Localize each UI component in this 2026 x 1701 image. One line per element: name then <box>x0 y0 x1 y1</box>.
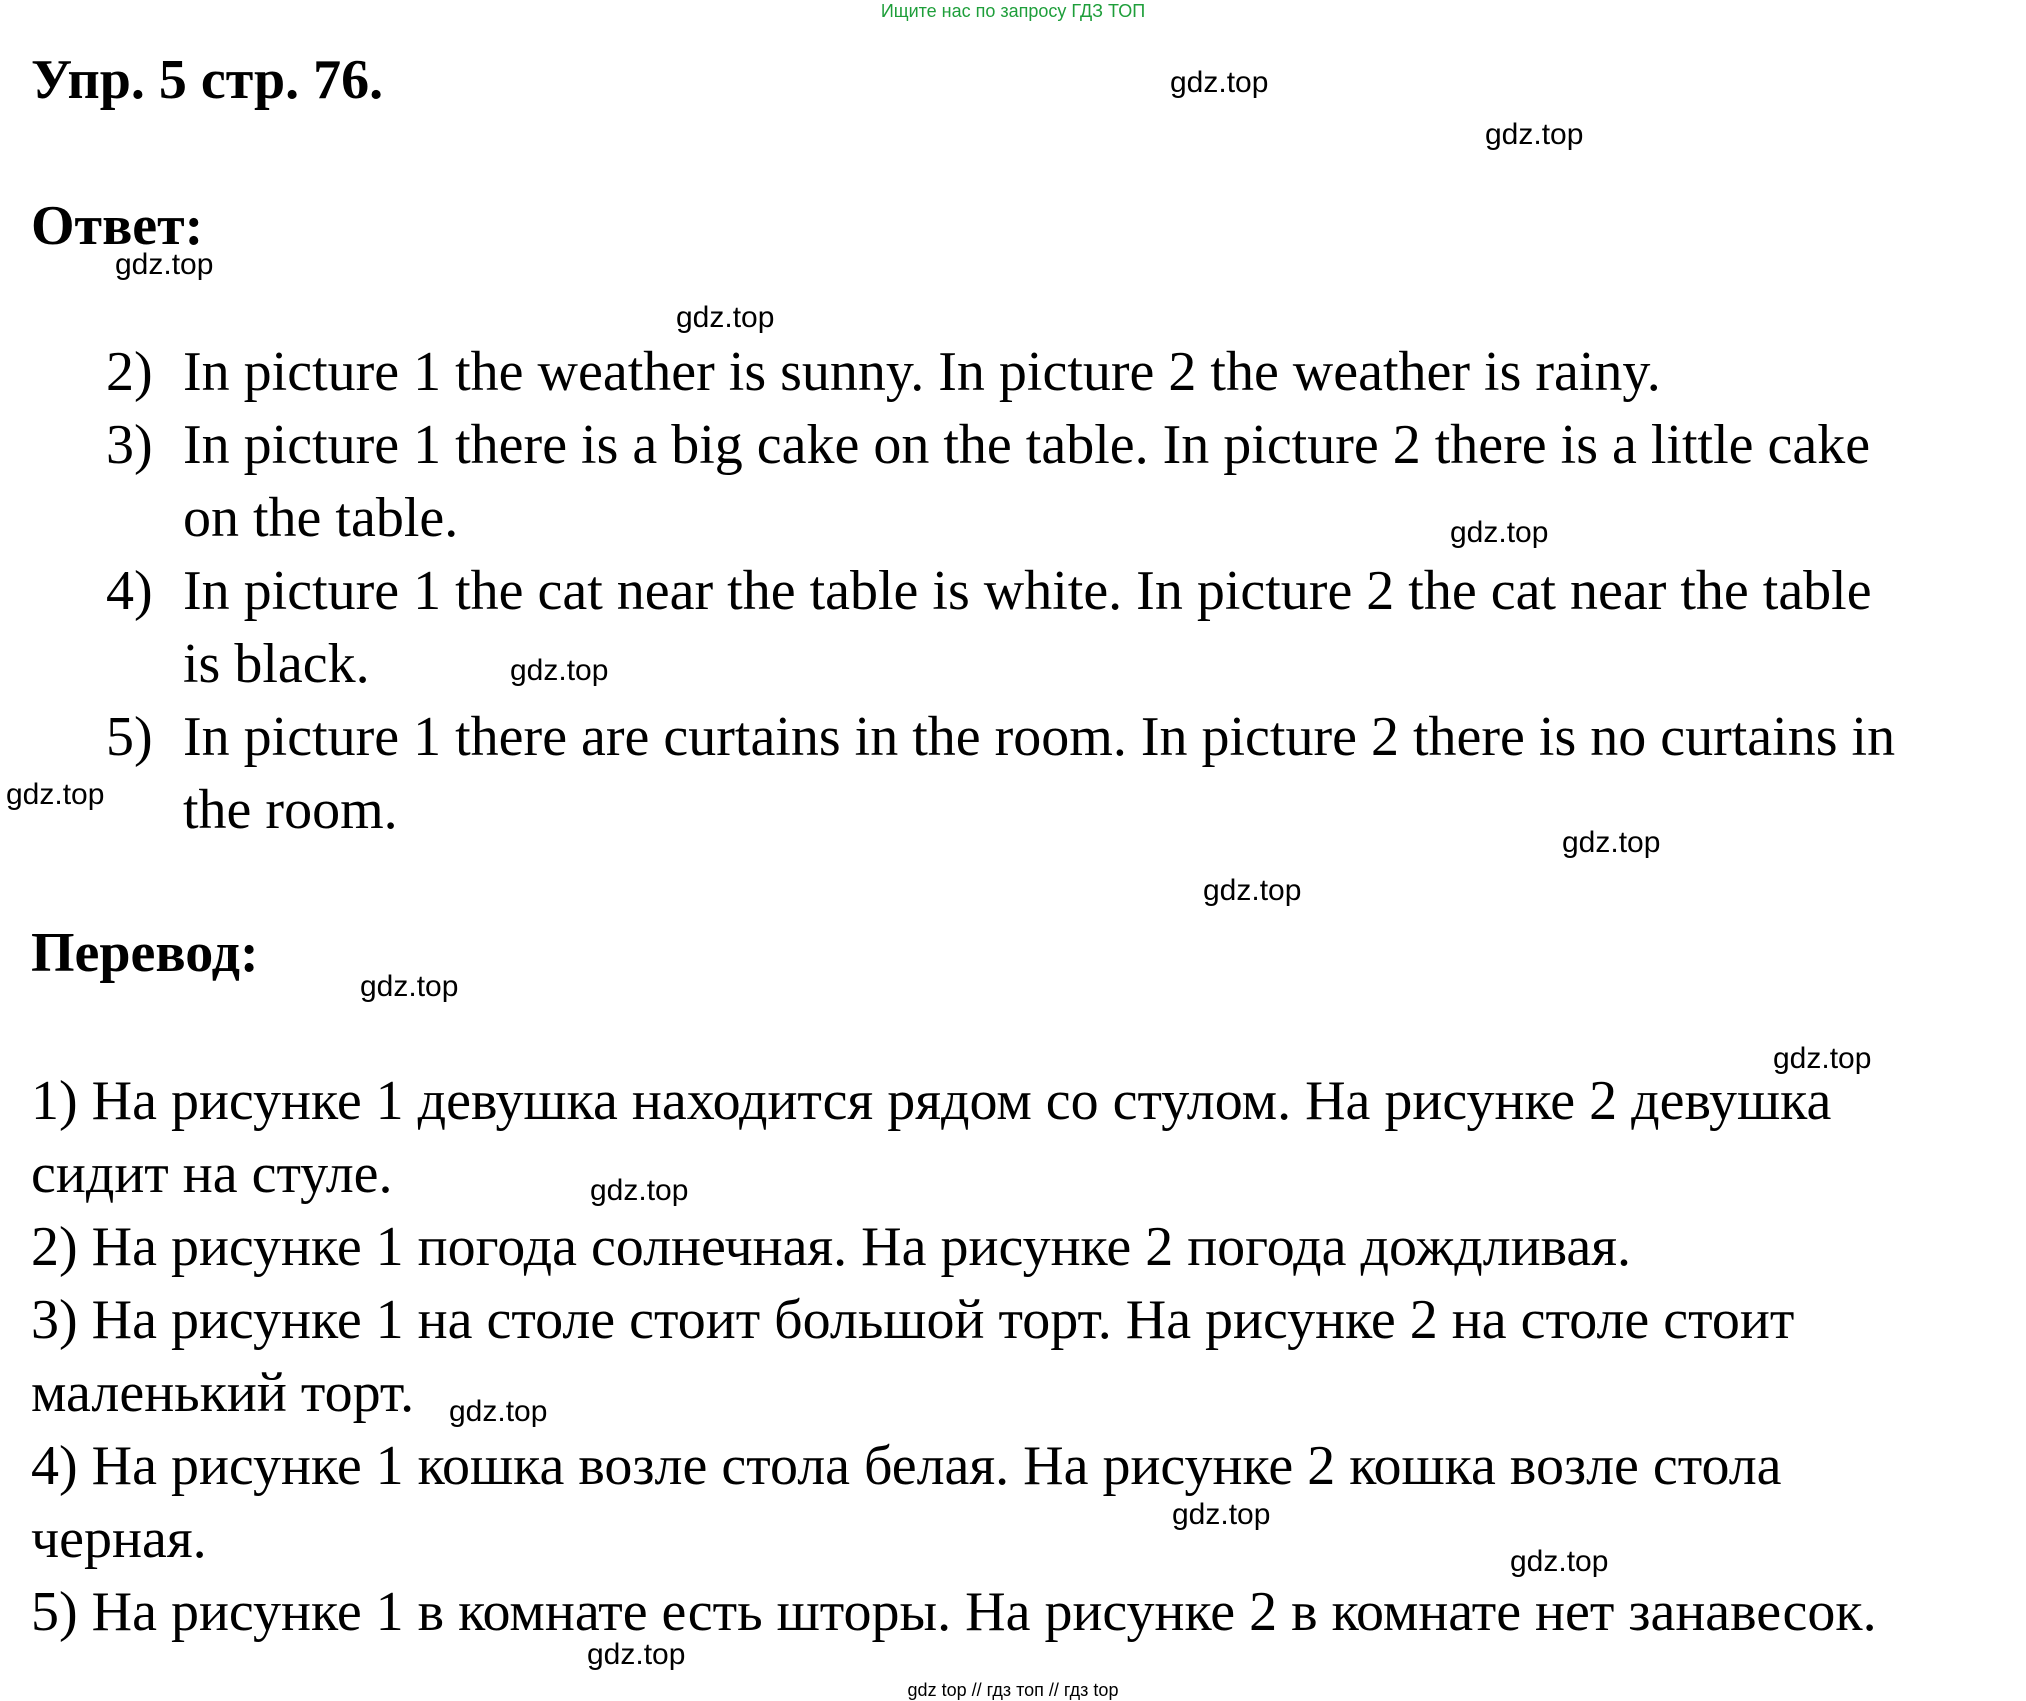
watermark: gdz.top <box>1203 874 1302 907</box>
watermark: gdz.top <box>1485 118 1584 151</box>
translation-line: 2) На рисунке 1 погода солнечная. На рисунке 2 погода дождливая. <box>31 1216 1631 1278</box>
watermark: gdz.top <box>1172 1498 1271 1531</box>
watermark: gdz.top <box>449 1395 548 1428</box>
translation-line: 5) На рисунке 1 в комнате есть шторы. На рисунке 2 в комнате нет занавесок. <box>31 1581 1877 1643</box>
translation-line: маленький торт. <box>31 1362 415 1424</box>
footer: gdz top // гдз топ // гдз top <box>907 1680 1119 1700</box>
answer-line: In picture 1 there are curtains in the room. In picture 2 there is no curtains in <box>183 706 1896 768</box>
top-banner: Ищите нас по запросу ГДЗ ТОП <box>880 1 1146 21</box>
watermark: gdz.top <box>1170 66 1269 99</box>
watermark: gdz.top <box>510 654 609 687</box>
answer-heading: Ответ: <box>31 195 204 257</box>
watermark: gdz.top <box>1773 1042 1872 1075</box>
answer-line: In picture 1 there is a big cake on the table. In picture 2 there is a little cake <box>183 414 1871 476</box>
exercise-title: Упр. 5 стр. 76. <box>31 49 384 111</box>
translation-line: 1) На рисунке 1 девушка находится рядом со стулом. На рисунке 2 девушка <box>31 1070 1832 1132</box>
translation-line: черная. <box>31 1508 207 1570</box>
watermark: gdz.top <box>1450 516 1549 549</box>
watermark: gdz.top <box>1510 1545 1609 1578</box>
watermark: gdz.top <box>360 970 459 1003</box>
watermark: gdz.top <box>590 1174 689 1207</box>
watermark: gdz.top <box>676 301 775 334</box>
answer-number: 2) <box>106 341 153 403</box>
answer-line: the room. <box>183 779 398 841</box>
answer-number: 4) <box>106 560 153 622</box>
translation-line: 3) На рисунке 1 на столе стоит большой торт. На рисунке 2 на столе стоит <box>31 1289 1795 1351</box>
answer-number: 5) <box>106 706 153 768</box>
watermark: gdz.top <box>6 778 105 811</box>
translation-line: сидит на стуле. <box>31 1143 393 1205</box>
answer-number: 3) <box>106 414 153 476</box>
translation-heading: Перевод: <box>31 922 259 984</box>
watermark: gdz.top <box>1562 826 1661 859</box>
watermark: gdz.top <box>587 1638 686 1671</box>
answer-line: In picture 1 the cat near the table is white. In picture 2 the cat near the table <box>183 560 1872 622</box>
watermark: gdz.top <box>115 248 214 281</box>
answer-line: is black. <box>183 633 370 695</box>
answer-line: In picture 1 the weather is sunny. In picture 2 the weather is rainy. <box>183 341 1661 403</box>
translation-line: 4) На рисунке 1 кошка возле стола белая. На рисунке 2 кошка возле стола <box>31 1435 1782 1497</box>
answer-line: on the table. <box>183 487 459 549</box>
